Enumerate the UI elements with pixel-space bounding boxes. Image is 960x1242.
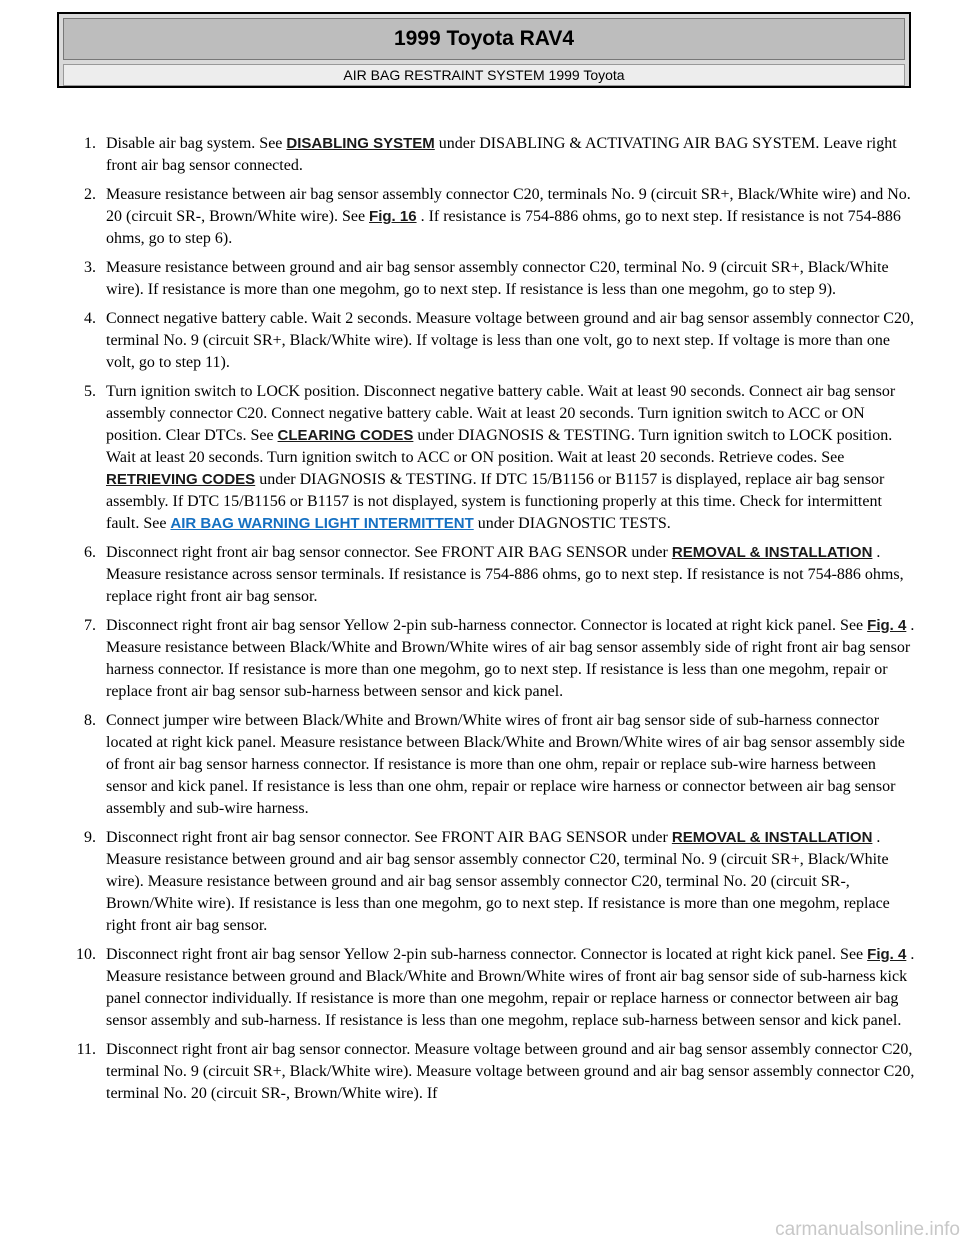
test-steps-list	[58, 133, 918, 1105]
step-text: Connect negative battery cable. Wait 2 seconds. Measure voltage between ground and air bag sensor assembly connector C20, terminal No. 9 (circuit SR+, Black/White wire). If voltage is less than one volt, go to next step. If voltage is more than one volt, go to step 11).	[106, 310, 914, 371]
step-number: 8.	[84, 712, 96, 729]
list-item	[58, 542, 918, 608]
step-number: 9.	[84, 829, 96, 846]
step-text: Disconnect right front air bag sensor Yellow 2-pin sub-harness connector. Connector is located at right kick panel. See	[106, 617, 868, 634]
link-fig-4[interactable]: Fig. 4	[867, 617, 907, 634]
link-retrieving-codes[interactable]: RETRIEVING CODES	[106, 471, 256, 488]
step-text: . Measure resistance between ground and Black/White and Brown/White wires of front air bag sensor side of sub-harness kick panel connector individually. If resistance is more than one megohm, repair or replace harness or connector between air bag sensor assembly and sub-harness. If resistance is less than one megohm, replace sub-harness between sensor and kick panel.	[106, 946, 915, 1029]
step-text: under DIAGNOSIS & TESTING. If DTC 15/B1156 or B1157 is displayed, replace air bag sensor assembly. If DTC 15/B1156 or B1157 is not displayed, system is functioning properly at this time. Check for intermittent fault. See	[106, 471, 885, 532]
step-text: Disable air bag system. See	[106, 135, 287, 152]
link-removal-installation[interactable]: REMOVAL & INSTALLATION	[671, 544, 873, 561]
document-title: 1999 Toyota RAV4	[63, 18, 905, 60]
step-text: Disconnect right front air bag sensor connector. Measure voltage between ground and air bag sensor assembly connector C20, terminal No. 9 (circuit SR+, Black/White wire). Measure voltage between ground and air bag sensor assembly connector C20, terminal No. 20 (circuit SR-, Brown/White wire). If	[106, 1041, 915, 1102]
list-item	[58, 944, 918, 1032]
step-text: Connect jumper wire between Black/White and Brown/White wires of front air bag sensor side of sub-harness connector located at right kick panel. Measure resistance between Black/White and Brown/White wires of air bag sensor assembly side of front air bag sensor harness connector. If resistance is more than one ohm, repair or replace sub-wire harness between sensor and kick panel. If resistance is less than one ohm, repair or replace wire harness or connector between air bag sensor assembly and sub-wire harness.	[106, 712, 905, 817]
step-text: under DIAGNOSTIC TESTS.	[473, 515, 671, 532]
step-number: 6.	[84, 544, 96, 561]
list-item	[58, 308, 918, 374]
list-item	[58, 827, 918, 937]
step-number: 2.	[84, 186, 96, 203]
link-disabling-system[interactable]: DISABLING SYSTEM	[286, 135, 435, 152]
step-number: 7.	[84, 617, 96, 634]
step-number: 1.	[84, 135, 96, 152]
step-number: 3.	[84, 259, 96, 276]
list-item	[58, 381, 918, 535]
list-item	[58, 133, 918, 177]
step-text: Disconnect right front air bag sensor Yellow 2-pin sub-harness connector. Connector is located at right kick panel. See	[106, 946, 868, 963]
step-text: . Measure resistance between Black/White and Brown/White wires of air bag sensor assembly side of right front air bag sensor harness connector. If resistance is more than one megohm, go to next step. If resistance is less than one megohm, repair or replace front air bag sensor sub-harness between sensor and kick panel.	[106, 617, 915, 700]
step-text: under DISABLING & ACTIVATING AIR BAG SYSTEM. Leave right front air bag sensor connected.	[106, 135, 897, 174]
step-number: 10.	[76, 946, 96, 963]
link-fig-4[interactable]: Fig. 4	[867, 946, 907, 963]
step-text: Measure resistance between air bag sensor assembly connector C20, terminals No. 9 (circuit SR+, Black/White wire) and No. 20 (circuit SR-, Brown/White wire). See	[106, 186, 911, 225]
step-text: Disconnect right front air bag sensor connector. See FRONT AIR BAG SENSOR under	[106, 829, 672, 846]
watermark: carmanualsonline.info	[775, 1219, 960, 1240]
list-item	[58, 257, 918, 301]
step-number: 11.	[76, 1041, 96, 1058]
step-text: Turn ignition switch to LOCK position. Disconnect negative battery cable. Wait at least 90 seconds. Connect air bag sensor assembly connector C20. Connect negative battery cable. Wait at least 20 seconds. Turn ignition switch to ACC or ON position. Clear DTCs. See	[106, 383, 896, 444]
step-number: 4.	[84, 310, 96, 327]
page-header	[57, 12, 911, 88]
list-item	[58, 1039, 918, 1105]
link-air-bag-warning-light-intermittent[interactable]: AIR BAG WARNING LIGHT INTERMITTENT	[170, 515, 474, 532]
step-text: . Measure resistance between ground and air bag sensor assembly connector C20, terminal No. 9 (circuit SR+, Black/White wire). Measure resistance between ground and air bag sensor assembly connector C20, terminal No. 20 (circuit SR-, Brown/White wire). If resistance is less than one megohm, go to next step. If resistance is more than one megohm, replace right front air bag sensor.	[106, 829, 890, 934]
step-text: . Measure resistance across sensor terminals. If resistance is 754-886 ohms, go to next step. If resistance is not 754-886 ohms, replace right front air bag sensor.	[106, 544, 904, 605]
document-body	[58, 133, 918, 1112]
step-number: 5.	[84, 383, 96, 400]
step-text: Measure resistance between ground and air bag sensor assembly connector C20, terminal No. 9 (circuit SR+, Black/White wire). If resistance is more than one megohm, go to next step. If resistance is less than one megohm, go to step 9).	[106, 259, 889, 298]
list-item	[58, 710, 918, 820]
link-clearing-codes[interactable]: CLEARING CODES	[277, 427, 414, 444]
list-item	[58, 615, 918, 703]
step-text: under DIAGNOSIS & TESTING. Turn ignition switch to LOCK position. Wait at least 20 seconds. Turn ignition switch to ACC or ON position. Wait at least 20 seconds. Retrieve codes. See	[106, 427, 893, 466]
link-removal-installation[interactable]: REMOVAL & INSTALLATION	[671, 829, 873, 846]
step-text: . If resistance is 754-886 ohms, go to next step. If resistance is not 754-886 ohms, go to step 6).	[106, 208, 901, 247]
document-subtitle: AIR BAG RESTRAINT SYSTEM 1999 Toyota	[63, 64, 905, 86]
link-fig-16[interactable]: Fig. 16	[369, 208, 417, 225]
step-text: Disconnect right front air bag sensor connector. See FRONT AIR BAG SENSOR under	[106, 544, 672, 561]
list-item	[58, 184, 918, 250]
